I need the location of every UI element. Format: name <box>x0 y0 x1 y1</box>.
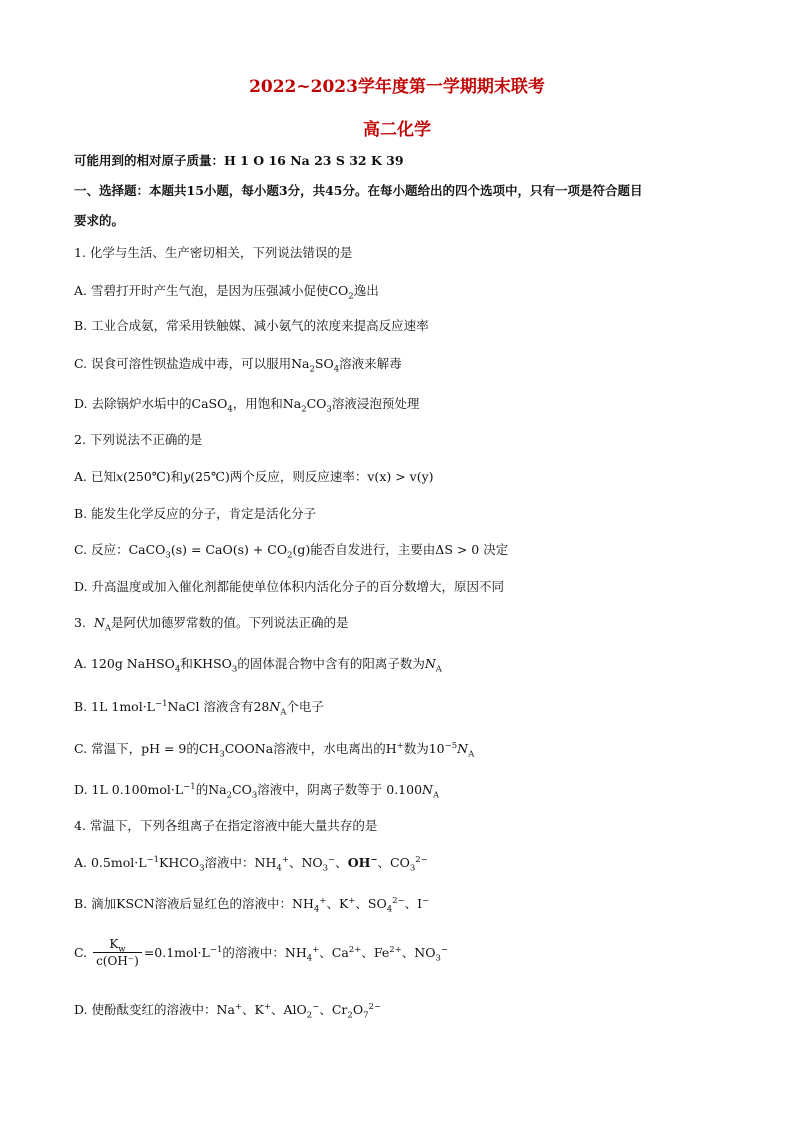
q1-option-a: A. 雪碧打开时产生气泡，是因为压强减小促使$CO_2$逸出 <box>74 283 379 302</box>
q1-option-d: D. 去除锅炉水垢中的CaSO$_4$，用饱和$Na_2CO_3$溶液浸泡预处理 <box>74 396 420 415</box>
q3-option-d: D. 1L $0.100mol\cdot L^{-1}$的$Na_2CO_3$溶液中，阴离子数等于 $0.100N_A$ <box>74 781 440 801</box>
q4-option-b: B. 滴加KSCN溶液后显红色的溶液中：$NH_4^+$、K+、$SO_4^{2-}$、I− <box>74 895 430 915</box>
exam-subject: 高二化学 <box>363 120 431 140</box>
kw-fraction: $\frac{K_w}{c(OH^-)}$ <box>93 937 142 970</box>
q1-option-c: C. 误食可溶性钡盐造成中毒，可以服用$Na_2SO_4$溶液来解毒 <box>74 356 402 375</box>
q1-stem: 1. 化学与生活、生产密切相关，下列说法错误的是 <box>74 245 353 260</box>
exam-title: 2022~2023学年度第一学期期末联考 <box>249 77 545 97</box>
q4-option-d: D. 使酚酞变红的溶液中：Na+、K+、AlO$_2$−、$Cr_2O_7^{2-}$ <box>74 1001 382 1021</box>
q2-option-a: A. 已知x(250℃)和y(25℃)两个反应，则反应速率：v(x) > v(y) <box>74 469 434 484</box>
section-instructions-1: 一、选择题：本题共15小题，每小题3分，共45分。在每小题给出的四个选项中，只有一项是符合题目 <box>74 183 643 198</box>
q3-stem: 3. $N_A$是阿伏加德罗常数的值。下列说法正确的是 <box>74 615 349 634</box>
q3-option-b: B. 1L $1mol\cdot L^{-1}NaCl$ 溶液含有$28N_A$个电子 <box>74 698 324 718</box>
q2-option-b: B. 能发生化学反应的分子，肯定是活化分子 <box>74 506 317 521</box>
q1-option-b: B. 工业合成氨，常采用铁触媒、减小氨气的浓度来提高反应速率 <box>74 318 429 333</box>
q2-stem: 2. 下列说法不正确的是 <box>74 432 203 447</box>
atomic-masses: 可能用到的相对原子质量：H 1 O 16 Na 23 S 32 K 39 <box>74 153 404 168</box>
section-instructions-2: 要求的。 <box>74 213 125 228</box>
q3-option-a: A. 120g NaHSO$_4$和$KHSO_3$的固体混合物中含有的阳离子数为$N_A$ <box>74 656 442 675</box>
q4-option-a: A. $0.5mol\cdot L^{-1}KHCO_3$溶液中：$NH_4^+$、$NO_3^-$、OH−、$CO_3^{2-}$ <box>74 854 428 874</box>
q4-stem: 4. 常温下，下列各组离子在指定溶液中能大量共存的是 <box>74 818 378 833</box>
q4-option-c: C. $\frac{K_w}{c(OH^-)}$ $=0.1mol\cdot L^{-1}$的溶液中：$NH_4^+$、$Ca^{2+}$、$Fe^{2+}$、$NO_3^-$ <box>74 937 448 968</box>
q2-option-d: D. 升高温度或加入催化剂都能使单位体积内活化分子的百分数增大，原因不同 <box>74 579 505 594</box>
q2-option-c: C. 反应：CaCO$_3$(s) = $CaO(s) + CO_2(g)$能否自发进行，主要由ΔS > 0 决定 <box>74 542 509 561</box>
q3-option-c: C. 常温下，pH = 9的$CH_3COONa$溶液中，水电离出的H+数为$10^{-5}N_A$ <box>74 740 475 760</box>
